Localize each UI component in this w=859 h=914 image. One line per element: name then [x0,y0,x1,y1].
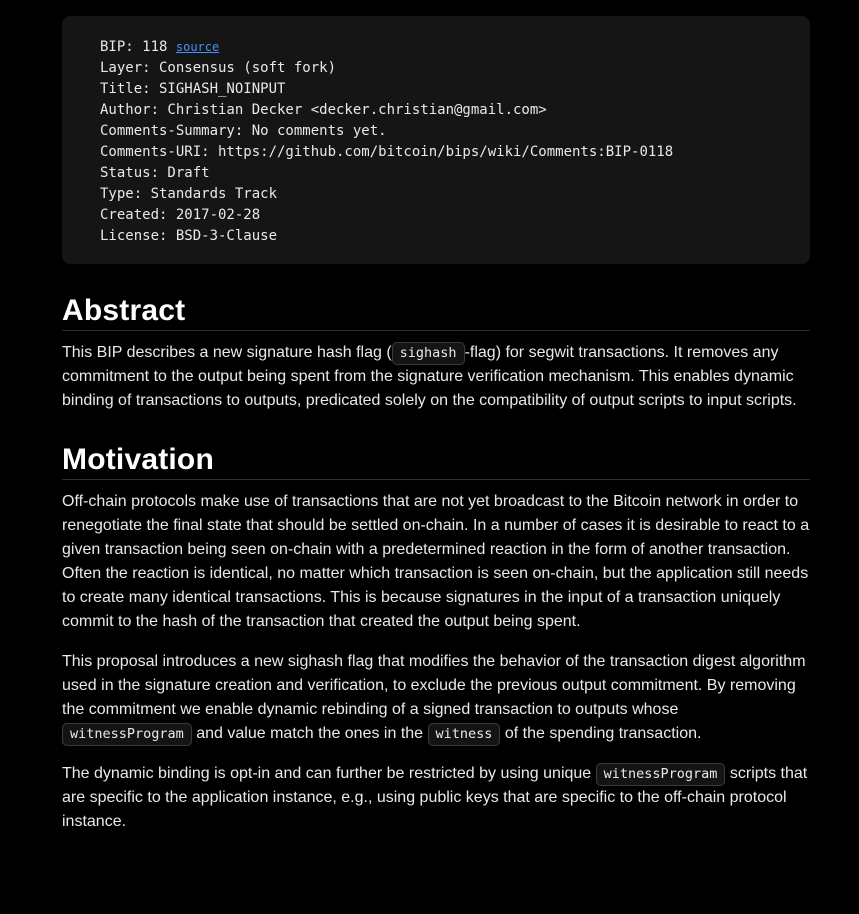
motivation-text-segment: The dynamic binding is opt-in and can further be restricted by using unique [62,765,596,782]
motivation-paragraph-3 [62,762,810,834]
metadata-line-title: Title: SIGHASH_NOINPUT [100,81,286,97]
metadata-line-type: Type: Standards Track [100,186,278,202]
motivation-heading: Motivation [62,443,810,480]
inline-code-witness: witness [428,723,501,746]
inline-code-sighash: sighash [392,342,465,365]
inline-code-witness-program: witnessProgram [62,723,192,746]
metadata-line-created: Created: 2017-02-28 [100,207,261,223]
motivation-text-segment: scripts that are specific to the application instance, e.g., using public keys that are specific to the off-chain protocol instance. [62,765,808,830]
metadata-line-author: Author: Christian Decker <decker.christian@gmail.com> [100,102,547,118]
bip-metadata-block [62,16,810,264]
motivation-text-segment: and value match the ones in the [191,725,428,742]
metadata-line-bip [100,37,772,58]
motivation-text-segment: of the spending transaction. [500,725,702,742]
abstract-text-segment: This BIP describes a new signature hash flag ( [62,344,392,361]
inline-code-witness-program: witnessProgram [596,763,726,786]
metadata-line-comments-uri: Comments-URI: https://github.com/bitcoin/bips/wiki/Comments:BIP-0118 [100,144,674,160]
abstract-heading: Abstract [62,294,810,331]
bip-number-text: BIP: 118 [100,39,168,55]
motivation-text-segment: This proposal introduces a new sighash flag that modifies the behavior of the transaction digest algorithm used in the signature creation and verification, to exclude the previous output commitment. By removing the commitment we enable dynamic rebinding of a signed transaction to outputs whose [62,653,806,718]
abstract-text-segment: -flag) for segwit transactions. It removes any commitment to the output being spent from the signature verification mechanism. This enables dynamic binding of transactions to outputs, predicated solely on the compatibility of output scripts to input scripts. [62,344,797,409]
metadata-line-status: Status: Draft [100,165,210,181]
abstract-paragraph [62,341,810,413]
metadata-line-layer: Layer: Consensus (soft fork) [100,60,337,76]
motivation-paragraph-1: Off-chain protocols make use of transactions that are not yet broadcast to the Bitcoin network in order to renegotiate the final state that should be settled on-chain. In a number of cases it is desirable to react to a given transaction being seen on-chain with a predetermined reaction in the form of another transaction. Often the reaction is identical, no matter which transaction is seen on-chain, but the application still needs to create many identical transactions. This is because signatures in the input of a transaction uniquely commit to the hash of the transaction that created the output being spent. [62,493,810,630]
metadata-line-license: License: BSD-3-Clause [100,228,278,244]
motivation-paragraph-2 [62,650,810,746]
source-link[interactable]: source [175,40,220,54]
bip-document-page [62,0,810,834]
metadata-line-comments-summary: Comments-Summary: No comments yet. [100,123,387,139]
